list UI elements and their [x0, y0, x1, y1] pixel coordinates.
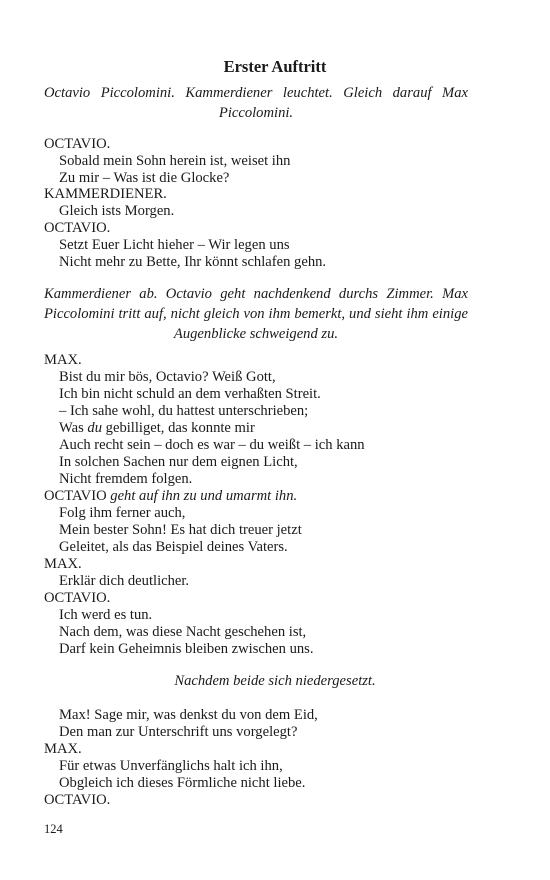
- stage-direction-opening: Octavio Piccolomini. Kammerdiener leuchtet. Gleich darauf Max Piccolomini.: [44, 85, 468, 121]
- speaker-max: MAX.: [44, 741, 82, 757]
- verse-line: Darf kein Geheimnis bleiben zwischen uns.: [59, 641, 314, 657]
- inline-stage-direction: geht auf ihn zu und umarmt ihn.: [110, 488, 298, 504]
- verse-line: Bist du mir bös, Octavio? Weiß Gott,: [59, 369, 276, 385]
- verse-line: Geleitet, als das Beispiel deines Vaters.: [59, 539, 288, 555]
- verse-line: In solchen Sachen nur dem eignen Licht,: [59, 454, 298, 470]
- verse-line: – Ich sahe wohl, du hattest unterschrieben;: [59, 403, 309, 419]
- verse-line: Nach dem, was diese Nacht geschehen ist,: [59, 624, 307, 640]
- verse-text: gebilliget, das konnte mir: [102, 420, 255, 436]
- verse-line: Gleich ists Morgen.: [59, 203, 175, 219]
- speaker-octavio: OCTAVIO.: [44, 590, 111, 606]
- speaker-octavio: OCTAVIO.: [44, 792, 111, 808]
- verse-line: Erklär dich deutlicher.: [59, 573, 190, 589]
- speaker-octavio: OCTAVIO.: [44, 220, 111, 236]
- verse-line: Mein bester Sohn! Es hat dich treuer jetzt: [59, 522, 302, 538]
- verse-line: Folg ihm ferner auch,: [59, 505, 186, 521]
- verse-text: Was: [59, 420, 88, 436]
- verse-line: Nicht fremdem folgen.: [59, 471, 193, 487]
- verse-line: Den man zur Unterschrift uns vorgelegt?: [59, 724, 298, 740]
- page-number: 124: [44, 822, 63, 836]
- speaker-max: MAX.: [44, 352, 82, 368]
- speaker-octavio-with-action: [44, 487, 514, 505]
- verse-line: Ich bin nicht schuld an dem verhaßten Streit.: [59, 386, 321, 402]
- verse-line: Ich werd es tun.: [59, 607, 153, 623]
- stage-direction-entrance: Kammerdiener ab. Octavio geht nachdenkend durchs Zimmer. Max Piccolomini tritt auf, nicht gleich von ihm bemerkt, und sieht ihm einige Augenblicke schweigend zu.: [44, 286, 468, 342]
- emphasis-du: du: [87, 420, 103, 436]
- verse-line: Zu mir – Was ist die Glocke?: [59, 170, 230, 186]
- speaker-max: MAX.: [44, 556, 82, 572]
- speaker-kammerdiener: KAMMERDIENER.: [44, 186, 167, 202]
- verse-line: Setzt Euer Licht hieher – Wir legen uns: [59, 237, 290, 253]
- speaker-octavio: OCTAVIO.: [44, 136, 111, 152]
- verse-line: Nicht mehr zu Bette, Ihr könnt schlafen gehn.: [59, 254, 327, 270]
- verse-line-with-italic: [59, 419, 529, 437]
- verse-line: Für etwas Unverfänglichs halt ich ihn,: [59, 758, 283, 774]
- verse-line: Obgleich ich dieses Förmliche nicht liebe.: [59, 775, 306, 791]
- stage-direction-seated: Nachdem beide sich niedergesetzt.: [174, 673, 376, 689]
- verse-line: Sobald mein Sohn herein ist, weiset ihn: [59, 153, 291, 169]
- speaker-octavio: OCTAVIO: [44, 488, 107, 504]
- verse-line: Auch recht sein – doch es war – du weißt – ich kann: [59, 437, 365, 453]
- verse-line: Max! Sage mir, was denkst du von dem Eid,: [59, 707, 318, 723]
- scene-title: Erster Auftritt: [223, 57, 327, 76]
